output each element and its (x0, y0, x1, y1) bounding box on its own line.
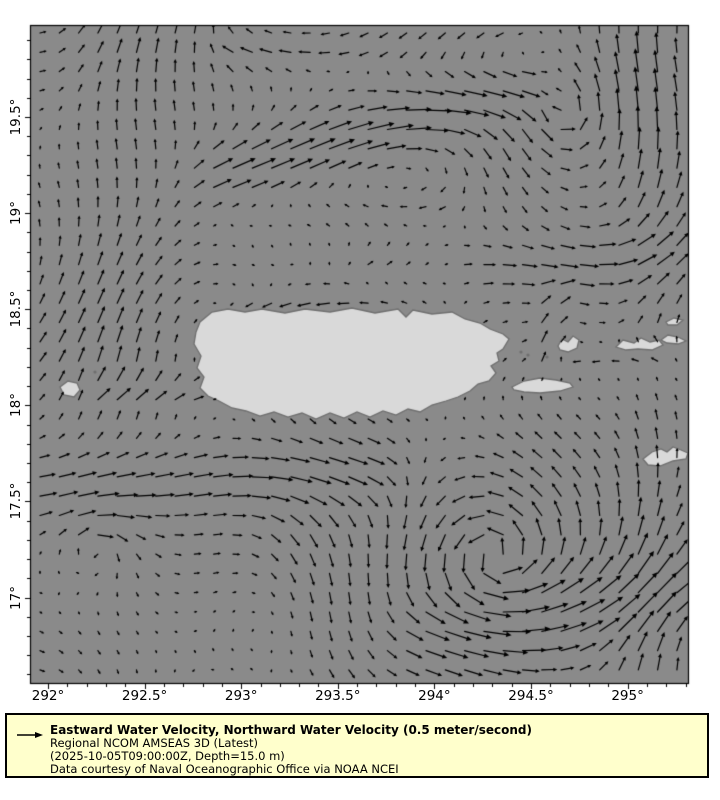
legend-time-depth: (2025-10-05T09:00:00Z, Depth=15.0 m) (50, 749, 285, 763)
y-tick-label: 19.5° (8, 98, 24, 136)
x-tick-label: 293.5° (315, 688, 361, 704)
legend-dataset: Regional NCOM AMSEAS 3D (Latest) (50, 736, 259, 750)
x-tick-label: 294° (418, 688, 451, 704)
x-tick-label: 295° (611, 688, 644, 704)
y-tick-label: 17.5° (8, 482, 24, 520)
x-tick-label: 292.5° (121, 688, 168, 704)
legend-title: Eastward Water Velocity, Northward Water Velocity (0.5 meter/second) (50, 723, 532, 737)
x-tick-label: 294.5° (508, 688, 554, 704)
legend-courtesy: Data courtesy of Naval Oceanographic Office via NOAA NCEI (50, 762, 399, 776)
x-tick-label: 293° (224, 688, 258, 704)
y-tick-label: 18° (8, 393, 24, 418)
y-tick-label: 19° (8, 201, 24, 226)
legend-text (50, 724, 532, 776)
reference-vector-icon (16, 730, 44, 740)
y-tick-label: 17° (8, 585, 24, 610)
y-tick-label: 18.5° (8, 290, 24, 328)
legend-box (5, 713, 709, 778)
x-tick-label: 292° (31, 688, 65, 704)
